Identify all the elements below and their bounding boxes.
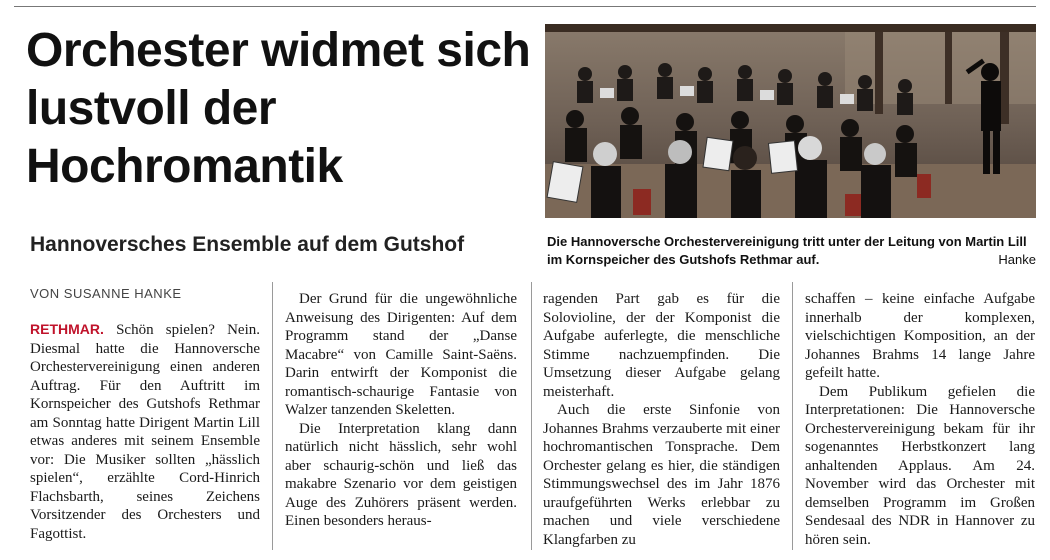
paragraph-text: Schön spielen? Nein. Diesmal hatte die Hannoversche Orchestervereinigung einen anderen Auftrag. Für den Auftritt im Kornspeicher des Gutshofs Rethmar am Sonntag hatte Dirigent Martin Lill etwas anderes mit seinem Ensemble vor: Die Musiker sollten „hässlich spielen“, erzählte Cord-Hinrich Flachsbarth, seines Zeichens Vorsitzender des Orchesters und Fagottist. [30, 322, 260, 542]
paragraph: schaffen – keine einfache Aufgabe innerhalb der komplexen, vielschichtigen Komposition, an der Johannes Brahms 14 lange Jahre gefeilt hatte. [805, 291, 1035, 381]
subheadline: Hannoversches Ensemble auf dem Gutshof [30, 233, 465, 256]
paragraph: Auch die erste Sinfonie von Johannes Brahms verzauberte mit einer hochromantischen Tonsprache. Dem Orchester gelang es hier, die ständigen Stimmungswechsel des im Jahr 1876 uraufgeführten Werks erlebbar zu machen und viele verschiedene Klangfarben zu [543, 402, 780, 548]
article-column-4 [805, 290, 1035, 549]
column-divider [531, 282, 532, 550]
article-column-1 [30, 320, 260, 543]
paragraph: Dem Publikum gefielen die Interpretationen: Die Hannoversche Orchestervereinigung bekam für ihr sogenanntes Herbstkonzert lang anhaltenden Applaus. Am 24. November wird das Orchester mit demselben Programm im Großen Sendesaal des NDR in Hannover zu hören sein. [805, 383, 1035, 548]
top-rule [14, 6, 1036, 7]
photo-credit: Hanke [998, 252, 1036, 267]
paragraph: Der Grund für die ungewöhnliche Anweisung des Dirigenten: Auf dem Programm stand der „Danse Macabre“ von Camille Saint-Saëns. Darin entwirft der Komponist die romantisch-schaurige Fantasie von Walzer tanzenden Skeletten. [285, 291, 517, 418]
column-divider [272, 282, 273, 550]
headline: Orchester widmet sich lustvoll der Hochromantik [26, 24, 531, 193]
photo-caption [547, 233, 1036, 269]
article-column-2 [285, 290, 517, 531]
dateline: RETHMAR. [30, 321, 104, 337]
article-column-3 [543, 290, 780, 549]
caption-text: Die Hannoversche Orchestervereinigung tritt unter der Leitung von Martin Lill im Kornspeicher des Gutshofs Rethmar auf. [547, 234, 1027, 267]
byline: VON SUSANNE HANKE [30, 286, 182, 301]
paragraph: Die Interpretation klang dann natürlich nicht hässlich, sehr wohl aber schaurig-schön und ließ das makabre Szenario vor dem geistigen Auge des Zuhörers präsent werden. Einen besonders heraus- [285, 420, 517, 529]
paragraph [30, 320, 260, 543]
column-divider [792, 282, 793, 550]
orchestra-photo [545, 24, 1036, 218]
paragraph: ragenden Part gab es für die Solovioline, der der Komponist die Aufgabe auferlegte, die menschliche Stimme nachzuempfinden. Die Umsetzung dieser Aufgabe gelang meisterhaft. [543, 291, 780, 400]
